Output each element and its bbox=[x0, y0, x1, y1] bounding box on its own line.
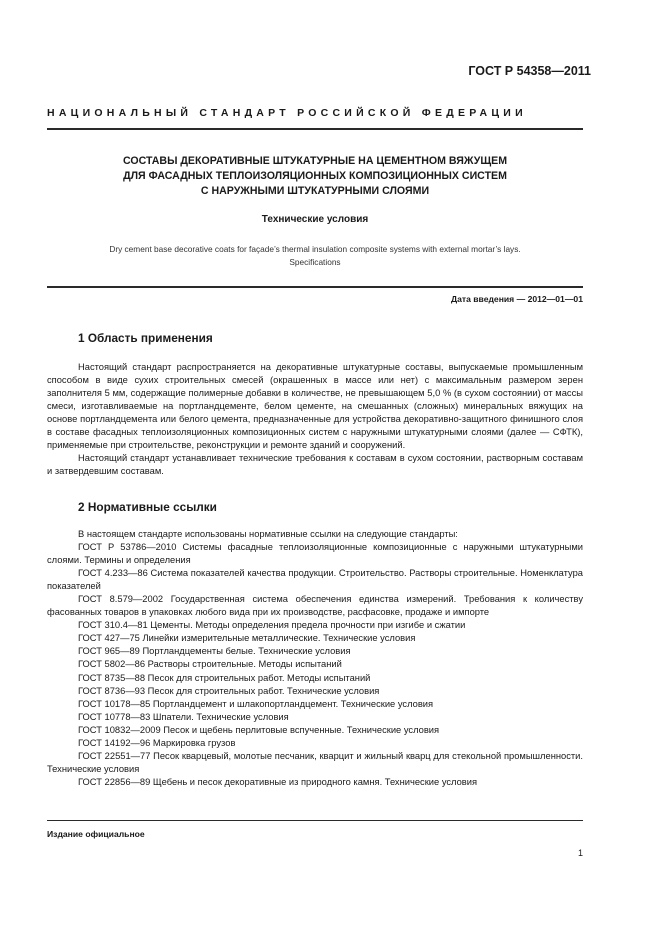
document-subtitle: Технические условия bbox=[261, 214, 369, 225]
reference-item: ГОСТ 10178—85 Портландцемент и шлакопортландцемент. Технические условия bbox=[78, 698, 434, 709]
reference-item: ГОСТ 5802—86 Растворы строительные. Методы испытаний bbox=[78, 659, 342, 670]
title-line-3: С НАРУЖНЫМИ ШТУКАТУРНЫМИ СЛОЯМИ bbox=[200, 185, 430, 197]
reference-item: ГОСТ 10778—83 Шпатели. Технические условия bbox=[78, 711, 289, 722]
reference-item: ГОСТ 310.4—81 Цементы. Методы определения предела прочности при изгибе и сжатии bbox=[78, 620, 466, 631]
section-1-body bbox=[47, 361, 583, 478]
top-divider bbox=[47, 128, 583, 130]
edition-label: Издание официальное bbox=[47, 829, 145, 839]
english-title-line-1: Dry cement base decorative coats for façade’s thermal insulation composite systems with external mortar’s lays. bbox=[109, 244, 521, 254]
gost-code: ГОСТ Р 54358—2011 bbox=[468, 64, 591, 78]
reference-item: ГОСТ 8736—93 Песок для строительных работ. Технические условия bbox=[78, 685, 380, 696]
bottom-divider bbox=[47, 820, 583, 821]
document-title bbox=[47, 154, 583, 199]
reference-item: ГОСТ Р 53786—2010 Системы фасадные теплоизоляционные композиционные с наружными штукатурными слоями. Термины и определения bbox=[47, 542, 583, 566]
introduction-date: Дата введения — 2012—01—01 bbox=[450, 294, 583, 304]
standard-title: НАЦИОНАЛЬНЫЙ СТАНДАРТ РОССИЙСКОЙ ФЕДЕРАЦИИ bbox=[47, 107, 527, 119]
title-line-2: ДЛЯ ФАСАДНЫХ ТЕПЛОИЗОЛЯЦИОННЫХ КОМПОЗИЦИОННЫХ СИСТЕМ bbox=[123, 170, 507, 182]
section-2-lead: В настоящем стандарте использованы нормативные ссылки на следующие стандарты: bbox=[78, 529, 458, 539]
reference-item: ГОСТ 22856—89 Щебень и песок декоративные из природного камня. Технические условия bbox=[78, 776, 478, 787]
reference-item: ГОСТ 965—89 Портландцементы белые. Технические условия bbox=[78, 646, 351, 657]
reference-item: ГОСТ 8735—88 Песок для строительных работ. Методы испытаний bbox=[78, 672, 371, 683]
reference-list bbox=[47, 541, 583, 789]
reference-item: ГОСТ 10832—2009 Песок и щебень перлитовые вспученные. Технические условия bbox=[78, 724, 440, 735]
reference-item: ГОСТ 14192—96 Маркировка грузов bbox=[78, 737, 236, 748]
reference-item: ГОСТ 8.579—2002 Государственная система обеспечения единства измерений. Требования к количеству фасованных товаров в упаковках любого вида при их производстве, расфасовке, продаже и импорте bbox=[47, 594, 583, 618]
section-2-heading: 2 Нормативные ссылки bbox=[78, 500, 217, 514]
reference-item: ГОСТ 22551—77 Песок кварцевый, молотые песчаник, кварцит и жильный кварц для стекольной промышленности. Технические условия bbox=[47, 750, 583, 774]
title-line-1: СОСТАВЫ ДЕКОРАТИВНЫЕ ШТУКАТУРНЫЕ НА ЦЕМЕНТНОМ ВЯЖУЩЕМ bbox=[122, 155, 508, 167]
reference-item: ГОСТ 427—75 Линейки измерительные металлические. Технические условия bbox=[78, 633, 416, 644]
section-2-body bbox=[47, 528, 583, 789]
section-1-paragraph-2: Настоящий стандарт устанавливает технические требования к составам в сухом состоянии, растворным составам и затвердевшим составам. bbox=[47, 453, 583, 476]
middle-divider bbox=[47, 286, 583, 288]
english-title-line-2: Specifications bbox=[289, 257, 341, 267]
english-title bbox=[47, 243, 583, 269]
section-1-heading: 1 Область применения bbox=[78, 331, 213, 345]
page-number: 1 bbox=[577, 848, 583, 858]
section-1-paragraph-1: Настоящий стандарт распространяется на декоративные штукатурные составы, выпускаемые промышленным способом в виде сухих строительных смесей (окрашенных в массе или нет) с максимальным размером зерен заполнителя 5 мм, содержащие полимерные добавки в количестве, не превышающем 5,0 % (в сухом состоянии) от массы смеси, изготавливаемые на портландцементе, белом цементе, на смешанных (сложных) минеральных вяжущих на основе портландцемента или белого цемента, предназначенные для устройства декоративно-защитного финишного слоя в составе фасадных теплоизоляционных композиционных систем с наружными штукатурными слоями (далее — СФТК), применяемые при строительстве, реконструкции и ремонте зданий и сооружений. bbox=[47, 362, 583, 450]
reference-item: ГОСТ 4.233—86 Система показателей качества продукции. Строительство. Растворы строительные. Номенклатура показателей bbox=[47, 568, 583, 592]
